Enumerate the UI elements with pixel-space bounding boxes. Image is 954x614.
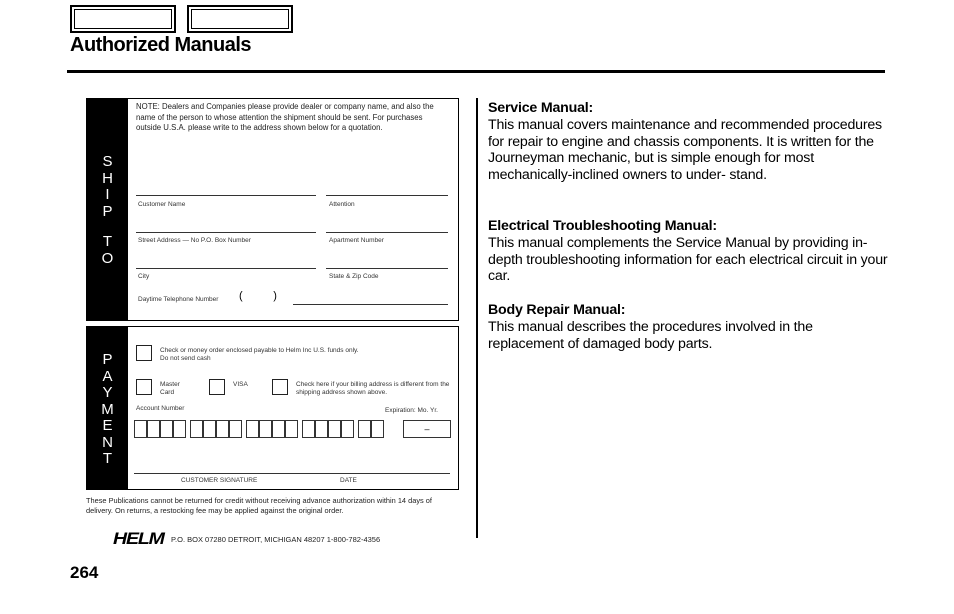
customer-name-label: Customer Name bbox=[138, 201, 186, 208]
account-number-label: Account Number bbox=[136, 405, 185, 412]
body-repair-manual-body: This manual describes the procedures involved in the replacement of damaged body parts. bbox=[488, 318, 813, 352]
service-manual-body: This manual covers maintenance and recommended procedures for repair to engine and chassis components. It is written for the Journeyman mechanic, but is simple enough for most mechanically-inclined owners to under- stand. bbox=[488, 116, 882, 184]
city-label: City bbox=[138, 273, 150, 280]
band-letter: E bbox=[102, 417, 113, 434]
expiration-label: Expiration: Mo. Yr. bbox=[385, 407, 438, 414]
no-cash-label: Do not send cash bbox=[160, 355, 211, 362]
column-divider bbox=[476, 98, 478, 538]
signature-label: CUSTOMER SIGNATURE bbox=[181, 477, 258, 484]
ship-to-section bbox=[86, 98, 459, 321]
visa-checkbox[interactable] bbox=[209, 379, 225, 395]
page-number: 264 bbox=[70, 563, 99, 582]
service-manual-heading: Service Manual: bbox=[488, 100, 594, 116]
title-rule bbox=[67, 70, 885, 73]
band-letter: Y bbox=[102, 384, 113, 401]
ship-note: NOTE: Dealers and Companies please provide dealer or company name, and also the name of the person to whose attention the shipment should be sent. For purchases outside U.S.A. please write to the address shown below for a quotation. bbox=[136, 102, 434, 133]
band-letter: S bbox=[102, 153, 113, 170]
band-letter: T bbox=[102, 233, 113, 250]
band-letter: H bbox=[102, 169, 113, 187]
mastercard-checkbox[interactable] bbox=[136, 379, 152, 395]
body-repair-manual-block bbox=[488, 302, 888, 352]
billing-address-label: Check here if your billing address is different from the shipping address shown above. bbox=[296, 381, 450, 396]
band-letter: M bbox=[101, 400, 114, 418]
ship-to-band bbox=[87, 99, 128, 320]
band-letter: N bbox=[102, 433, 113, 451]
helm-logo: HELM bbox=[113, 529, 164, 548]
band-letter: A bbox=[102, 367, 113, 385]
helm-address: P.O. BOX 07280 DETROIT, MICHIGAN 48207 1-800-782-4356 bbox=[171, 535, 381, 544]
page-title: Authorized Manuals bbox=[70, 34, 252, 56]
band-letter: P bbox=[102, 202, 113, 220]
visa-label: VISA bbox=[233, 381, 248, 388]
band-letter: T bbox=[102, 450, 113, 467]
body-repair-manual-heading: Body Repair Manual: bbox=[488, 302, 626, 318]
mastercard-label: Master Card bbox=[160, 381, 180, 396]
band-letter: P bbox=[102, 351, 113, 368]
check-money-order-checkbox[interactable] bbox=[136, 345, 152, 361]
date-label: DATE bbox=[340, 477, 357, 484]
service-manual-block bbox=[488, 100, 888, 184]
electrical-manual-body: This manual complements the Service Manual by providing in-depth troubleshooting information for each electrical circuit in your car. bbox=[488, 234, 888, 285]
state-zip-label: State & Zip Code bbox=[329, 273, 379, 280]
attention-label: Attention bbox=[329, 201, 355, 208]
nav-button-previous[interactable] bbox=[70, 5, 176, 33]
check-money-order-label: Check or money order enclosed payable to Helm Inc U.S. funds only. bbox=[160, 347, 359, 354]
electrical-manual-block bbox=[488, 218, 888, 285]
nav-button-next[interactable] bbox=[187, 5, 293, 33]
phone-label: Daytime Telephone Number bbox=[138, 296, 219, 303]
street-address-label: Street Address — No P.O. Box Number bbox=[138, 237, 251, 244]
band-letter: I bbox=[105, 186, 110, 203]
billing-address-checkbox[interactable] bbox=[272, 379, 288, 395]
band-letter: O bbox=[101, 249, 114, 267]
payment-section bbox=[86, 326, 459, 490]
electrical-manual-heading: Electrical Troubleshooting Manual: bbox=[488, 218, 717, 234]
account-number-field[interactable] bbox=[134, 420, 394, 438]
phone-parens: ( ) bbox=[239, 290, 277, 302]
expiration-field[interactable] bbox=[403, 420, 451, 438]
returns-note: These Publications cannot be returned for credit without receiving advance authorization within 14 days of delivery. On returns, a restocking fee may be applied against the original order. bbox=[86, 496, 432, 515]
payment-band bbox=[87, 327, 128, 489]
expiration-dash: – bbox=[424, 424, 430, 434]
apartment-number-label: Apartment Number bbox=[329, 237, 384, 244]
